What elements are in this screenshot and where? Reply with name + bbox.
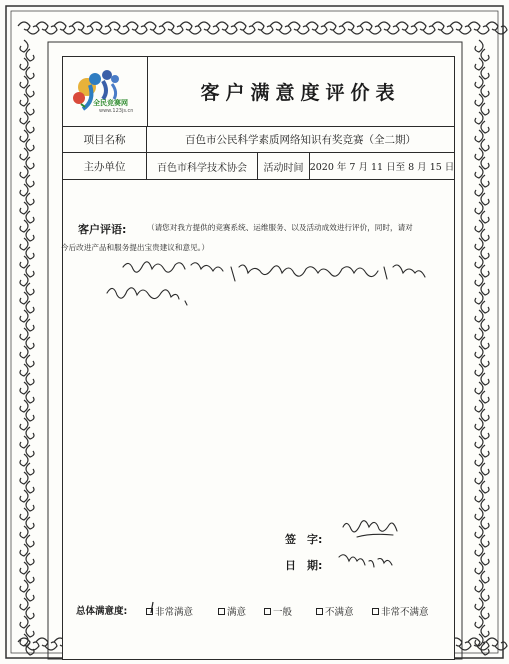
option-label-neutral: 一般	[273, 607, 293, 618]
satisfaction-label: 总体满意度:	[76, 606, 128, 617]
option-very-dissatisfied[interactable]	[372, 604, 429, 618]
checkbox-very-satisfied[interactable]	[146, 608, 153, 615]
checkbox-very-dissatisfied[interactable]	[372, 608, 379, 615]
organizer-label: 主办单位	[63, 153, 147, 179]
project-value: 百色市公民科学素质网络知识有奖竞赛（全二期）	[185, 133, 416, 146]
option-label-dissatisfied: 不满意	[325, 607, 354, 618]
time-label: 活动时间	[258, 153, 310, 179]
option-neutral[interactable]	[264, 604, 292, 618]
signature-label: 签 字:	[285, 533, 323, 546]
option-very-satisfied[interactable]	[146, 604, 193, 618]
option-label-very-satisfied: 非常满意	[155, 607, 194, 618]
option-label-very-dissatisfied: 非常不满意	[381, 607, 429, 618]
option-dissatisfied[interactable]	[316, 604, 354, 618]
logo-name: 全民竞赛网	[93, 99, 128, 107]
option-label-satisfied: 满意	[227, 607, 247, 618]
project-label: 项目名称	[63, 126, 147, 152]
checkbox-satisfied[interactable]	[218, 608, 225, 615]
checkbox-dissatisfied[interactable]	[316, 608, 323, 615]
comments-instruction-2: 今后改进产品和服务提出宝贵建议和意见。）	[61, 243, 210, 252]
handwritten-comment	[63, 57, 454, 659]
time-value: 2020 年 7 月 11 日至 8 月 15 日	[309, 162, 455, 173]
comments-title: 客户评语:	[78, 223, 127, 236]
option-satisfied[interactable]	[218, 604, 246, 618]
check-mark-icon	[147, 601, 156, 615]
logo-url: www.123js.cn	[99, 108, 134, 114]
evaluation-form	[62, 56, 455, 660]
comments-instruction: （请您对我方提供的竞赛系统、运维服务、以及活动成效进行评价，同时，请对	[147, 223, 413, 232]
checkbox-neutral[interactable]	[264, 608, 271, 615]
date-label: 日 期:	[285, 559, 323, 572]
form-title: 客户满意度评价表	[200, 82, 401, 104]
organizer-value: 百色市科学技术协会	[147, 153, 258, 179]
